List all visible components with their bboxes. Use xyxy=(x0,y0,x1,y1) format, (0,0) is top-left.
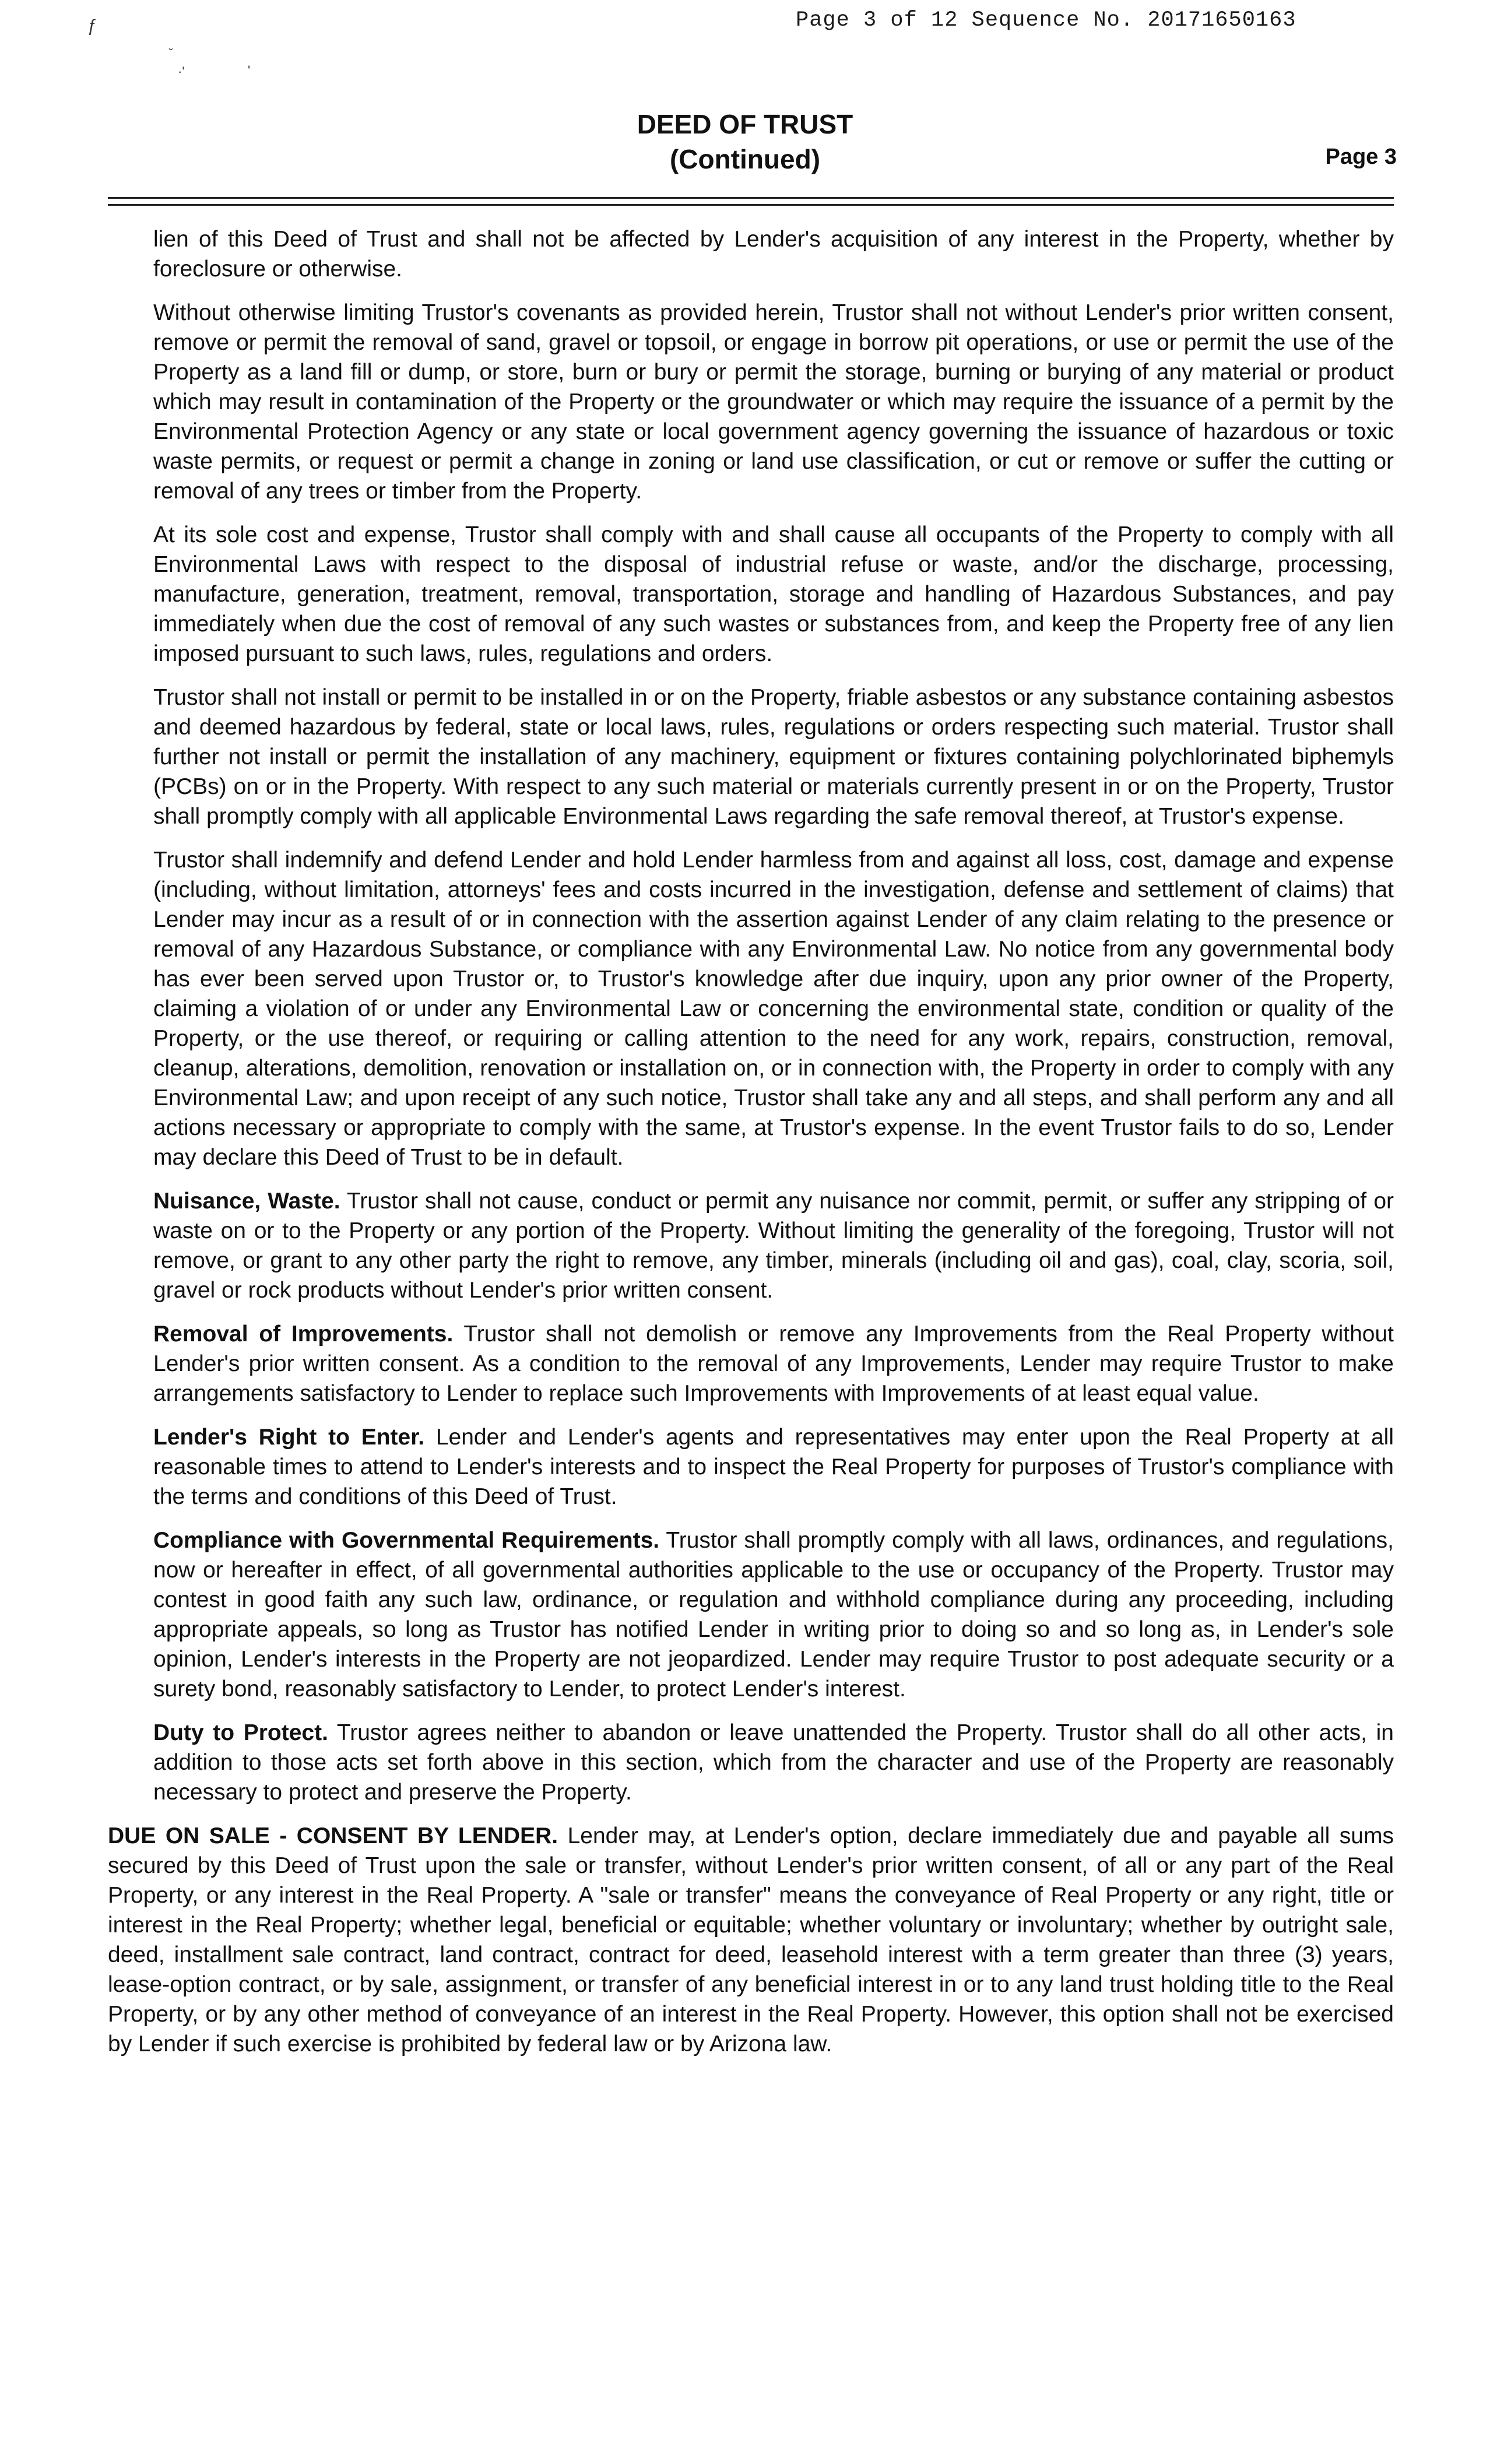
scan-speck: ˘ xyxy=(169,47,173,60)
document-title: DEED OF TRUST xyxy=(637,109,853,139)
paragraph-duty-to-protect: Duty to Protect. Trustor agrees neither to abandon or leave unattended the Property. Trustor shall do all other acts, in addition to those acts set forth above in this section, which from the character and use of the Property are reasonably necessary to protect and preserve the Property. xyxy=(153,1720,1394,1805)
paragraph: Trustor shall indemnify and defend Lender and hold Lender harmless from and against all loss, cost, damage and expense (including, without limitation, attorneys' fees and costs incurred in the investigation, defense and settlement of claims) that Lender may incur as a result of or in connection with the assertion against Lender of any claim relating to the presence or removal of any Hazardous Substance, or compliance with any Environmental Law. No notice from any governmental body has ever been served upon Trustor or, to Trustor's knowledge after due inquiry, upon any prior owner of the Property, claiming a violation of or under any Environmental Law or concerning the environmental state, condition or quality of the Property, or the use thereof, or requiring or calling attention to the need for any work, repairs, construction, removal, cleanup, alterations, demolition, renovation or installation on, or in connection with, the Property in order to comply with any Environmental Law; and upon receipt of any such notice, Trustor shall take any and all steps, and shall perform any and all actions necessary or appropriate to comply with the same, at Trustor's expense. In the event Trustor fails to do so, Lender may declare this Deed of Trust to be in default. xyxy=(153,848,1394,1170)
section-heading: DUE ON SALE - CONSENT BY LENDER. xyxy=(108,1823,558,1848)
document-body xyxy=(108,224,1394,2073)
paragraph-lenders-right-to-enter: Lender's Right to Enter. Lender and Lender's agents and representatives may enter upon the Real Property at all reasonable times to attend to Lender's interests and to inspect the Real Property for purposes of Trustor's compliance with the terms and conditions of this Deed of Trust. xyxy=(153,1425,1394,1509)
paragraph-removal-of-improvements: Removal of Improvements. Trustor shall not demolish or remove any Improvements from the Real Property without Lender's prior written consent. As a condition to the removal of any Improvements, Lender may require Trustor to make arrangements satisfactory to Lender to replace such Improvements with Improvements of at least equal value. xyxy=(153,1321,1394,1406)
document-subtitle: (Continued) xyxy=(669,144,821,174)
page-number-label: Page 3 xyxy=(1325,145,1397,169)
scan-speck: ·' xyxy=(178,64,185,79)
scan-speck: ʹ xyxy=(248,63,251,78)
header-rule-top xyxy=(108,197,1394,199)
paragraph-nuisance-waste: Nuisance, Waste. Trustor shall not cause, conduct or permit any nuisance nor commit, permit, or suffer any stripping of or waste on or to the Property or any portion of the Property. Without limiting the generality of the foregoing, Trustor will not remove, or grant to any other party the right to remove, any timber, minerals (including oil and gas), coal, clay, scoria, soil, gravel or rock products without Lender's prior written consent. xyxy=(153,1189,1394,1303)
paragraph: At its sole cost and expense, Trustor shall comply with and shall cause all occupants of the Property to comply with all Environmental Laws with respect to the disposal of industrial refuse or waste, and/or the discharge, processing, manufacture, generation, treatment, removal, transportation, storage and handling of Hazardous Substances, and pay immediately when due the cost of removal of any such wastes or substances from, and keep the Property free of any lien imposed pursuant to such laws, rules, regulations and orders. xyxy=(153,522,1394,666)
paragraph: Without otherwise limiting Trustor's covenants as provided herein, Trustor shall not without Lender's prior written consent, remove or permit the removal of sand, gravel or topsoil, or engage in borrow pit operations, or use or permit the use of the Property as a land fill or dump, or store, burn or bury or permit the storage, burning or burying of any material or product which may result in contamination of the Property or the groundwater or which may require the issuance of a permit by the Environmental Protection Agency or any state or local government agency governing the issuance of hazardous or toxic waste permits, or request or permit a change in zoning or land use classification, or cut or remove or suffer the cutting or removal of any trees or timber from the Property. xyxy=(153,300,1394,504)
header-rule-bottom xyxy=(108,204,1394,206)
paragraph: Trustor shall not install or permit to be installed in or on the Property, friable asbestos or any substance containing asbestos and deemed hazardous by federal, state or local laws, rules, regulations or orders respecting such material. Trustor shall further not install or permit the installation of any machinery, equipment or fixtures containing polychlorinated biphemyls (PCBs) on or in the Property. With respect to any such material or materials currently present in or on the Property, Trustor shall promptly comply with all applicable Environmental Laws regarding the safe removal thereof, at Trustor's expense. xyxy=(153,685,1394,829)
recording-stamp: Page 3 of 12 Sequence No. 20171650163 xyxy=(796,8,1296,33)
document-header xyxy=(0,107,1490,177)
paragraph: lien of this Deed of Trust and shall not be affected by Lender's acquisition of any interest in the Property, whether by foreclosure or otherwise. xyxy=(153,227,1394,282)
paragraph-compliance: Compliance with Governmental Requirements. Trustor shall promptly comply with all laws, ordinances, and regulations, now or hereafter in effect, of all governmental authorities applicable to the use or occupancy of the Property. Trustor may contest in good faith any such law, ordinance, or regulation and withhold compliance during any proceeding, including appropriate appeals, so long as Trustor has notified Lender in writing prior to doing so and so long as, in Lender's sole opinion, Lender's interests in the Property are not jeopardized. Lender may require Trustor to post adequate security or a surety bond, reasonably satisfactory to Lender, to protect Lender's interest. xyxy=(153,1528,1394,1702)
scan-speck: ƒ xyxy=(87,16,97,36)
section-due-on-sale: DUE ON SALE - CONSENT BY LENDER. Lender may, at Lender's option, declare immediately due and payable all sums secured by this Deed of Trust upon the sale or transfer, without Lender's prior written consent, of all or any part of the Real Property, or any interest in the Real Property. A "sale or transfer" means the conveyance of Real Property or any right, title or interest in the Real Property; whether legal, beneficial or equitable; whether voluntary or involuntary; whether by outright sale, deed, installment sale contract, land contract, contract for deed, leasehold interest with a term greater than three (3) years, lease-option contract, or by sale, assignment, or transfer of any beneficial interest in or to any land trust holding title to the Real Property, or by any other method of conveyance of an interest in the Real Property. However, this option shall not be exercised by Lender if such exercise is prohibited by federal law or by Arizona law. xyxy=(108,1823,1394,2057)
paragraph-heading: Duty to Protect. xyxy=(153,1720,328,1745)
paragraph-heading: Compliance with Governmental Requirements. xyxy=(153,1528,660,1553)
paragraph-heading: Lender's Right to Enter. xyxy=(153,1425,425,1450)
paragraph-heading: Removal of Improvements. xyxy=(153,1321,454,1347)
paragraph-heading: Nuisance, Waste. xyxy=(153,1189,340,1214)
